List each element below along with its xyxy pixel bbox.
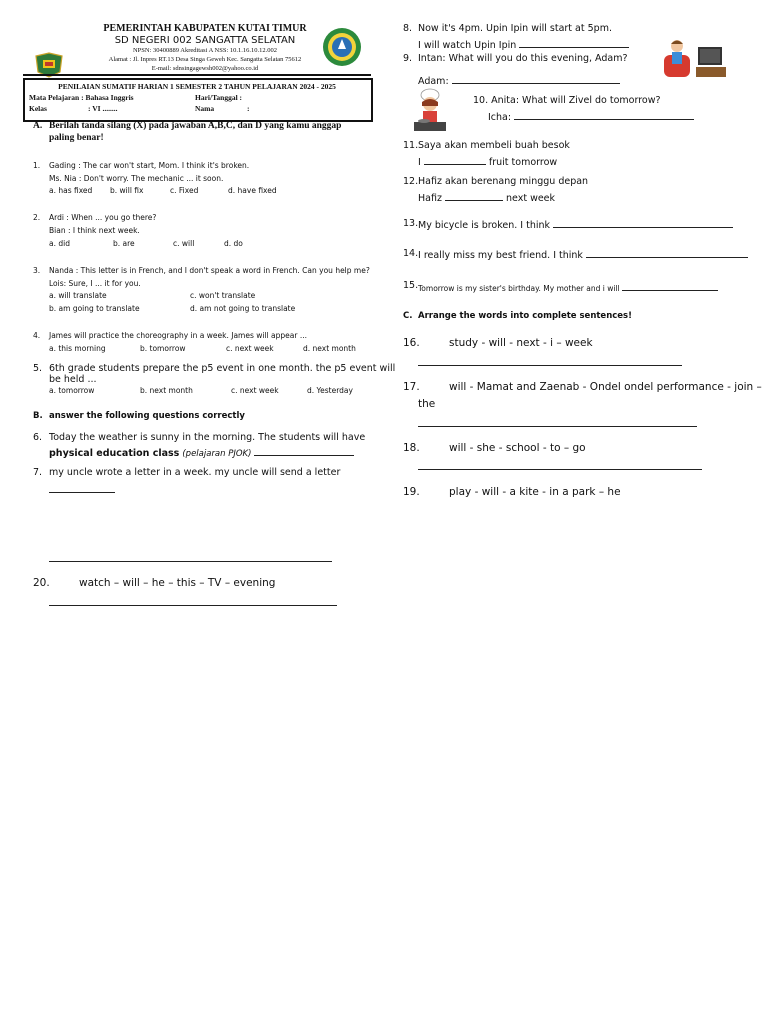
q2-option-d[interactable]: d. do xyxy=(224,239,243,248)
q6-number: 6. xyxy=(33,432,43,443)
q18-text: will - she - school - to – go xyxy=(449,442,586,454)
q7-number: 7. xyxy=(33,467,43,478)
q1-option-a[interactable]: a. has fixed xyxy=(49,186,93,195)
q13-line xyxy=(418,218,733,231)
q17-text: will - Mamat and Zaenab - Ondel ondel performance - join – xyxy=(449,381,762,393)
q16-number: 16. xyxy=(403,337,420,349)
q3-number: 3. xyxy=(33,266,41,275)
q7-line-1: my uncle wrote a letter in a week. my uncle will send a letter xyxy=(49,467,341,478)
q12-line-2-b: next week xyxy=(506,193,556,204)
section-b-instruction: answer the following questions correctly xyxy=(49,411,245,421)
section-a-instruction-1: Berilah tanda silang (X) pada jawaban A,B,C, dan D yang kamu anggap xyxy=(49,121,342,131)
name-colon: : xyxy=(247,104,250,113)
q9-line-2 xyxy=(418,74,620,87)
q3-option-c[interactable]: c. won't translate xyxy=(190,291,256,300)
section-a-letter: A. xyxy=(33,121,43,131)
q5-number: 5. xyxy=(33,363,43,374)
q4-option-c[interactable]: c. next week xyxy=(226,344,274,353)
q4-line-1: James will practice the choreography in a week. James will appear ... xyxy=(49,331,307,340)
q7-answer-line-2[interactable] xyxy=(49,561,332,562)
exam-title: PENILAIAN SUMATIF HARIAN 1 SEMESTER 2 TAHUN PELAJARAN 2024 - 2025 xyxy=(58,82,336,91)
class-label: Kelas xyxy=(29,104,47,113)
q8-line-2-text: I will watch Upin Ipin xyxy=(418,40,517,51)
school-npsn: NPSN: 30400889 Akreditasi A NSS: 10.1.16.10.12.002 xyxy=(132,47,278,54)
subject-label: Mata Pelajaran : Bahasa Inggris xyxy=(29,93,134,102)
q1-option-d[interactable]: d. have fixed xyxy=(228,186,277,195)
name-label: Nama xyxy=(195,104,215,113)
q14-answer-line[interactable] xyxy=(586,248,748,258)
q8-answer-line[interactable] xyxy=(519,38,629,48)
q12-line-2-a: Hafiz xyxy=(418,193,442,204)
q15-number: 15. xyxy=(403,280,419,291)
q11-number: 11. xyxy=(403,140,419,151)
q6-italic-text: (pelajaran PJOK) xyxy=(182,449,252,459)
q12-number: 12. xyxy=(403,176,419,187)
q9-answer-line[interactable] xyxy=(452,74,620,84)
section-a-instruction-2: paling benar! xyxy=(49,133,104,143)
q5-line-2: be held ... xyxy=(49,374,97,385)
q5-option-b[interactable]: b. next month xyxy=(140,386,193,395)
q19-text: play - will - a kite - in a park – he xyxy=(449,486,621,498)
q15-text: Tomorrow is my sister's birthday. My mother and i will xyxy=(418,284,620,293)
q3-option-d[interactable]: d. am not going to translate xyxy=(190,304,296,313)
q16-text: study - will - next - i – week xyxy=(449,337,593,349)
q4-number: 4. xyxy=(33,331,41,340)
q11-answer-line[interactable] xyxy=(424,155,486,165)
q2-option-c[interactable]: c. will xyxy=(173,239,195,248)
q11-line-1: Saya akan membeli buah besok xyxy=(418,140,570,151)
q1-number: 1. xyxy=(33,161,41,170)
q5-option-d[interactable]: d. Yesterday xyxy=(307,386,353,395)
q6-answer-line[interactable] xyxy=(254,446,354,456)
q8-line-2 xyxy=(418,38,629,51)
q2-line-2: Bian : I think next week. xyxy=(49,226,140,235)
class-value: : VI ........ xyxy=(88,104,118,113)
q3-option-b[interactable]: b. am going to translate xyxy=(49,304,140,313)
school-address: Alamat : Jl. Inpres RT.13 Desa Singa Geweh Kec. Sangatta Selatan 75612 xyxy=(108,56,302,63)
day-label: Hari/Tanggal : xyxy=(195,93,243,102)
q10-line-2-text: Icha: xyxy=(488,112,512,123)
q18-answer-line[interactable] xyxy=(418,469,702,470)
q1-line-2: Ms. Nia : Don't worry. The mechanic ... it soon. xyxy=(49,174,224,183)
q13-number: 13. xyxy=(403,218,419,229)
q10-answer-line[interactable] xyxy=(514,110,694,120)
section-c-instruction: Arrange the words into complete sentences! xyxy=(418,311,632,321)
q18-number: 18. xyxy=(403,442,420,454)
q14-text: I really miss my best friend. I think xyxy=(418,250,583,261)
section-b-letter: B. xyxy=(33,411,43,421)
q20-number: 20. xyxy=(33,577,50,589)
q2-number: 2. xyxy=(33,213,41,222)
q17-number: 17. xyxy=(403,381,420,393)
q10-line-1: 10. Anita: What will Zivel do tomorrow? xyxy=(473,95,661,106)
q2-option-b[interactable]: b. are xyxy=(113,239,135,248)
q11-line-2-b: fruit tomorrow xyxy=(488,157,558,168)
q3-option-a[interactable]: a. will translate xyxy=(49,291,107,300)
q6-line-2 xyxy=(49,446,354,459)
q1-line-1: Gading : The car won't start, Mom. I think it's broken. xyxy=(49,161,250,170)
q2-option-a[interactable]: a. did xyxy=(49,239,70,248)
q7-answer-line-1[interactable] xyxy=(49,492,115,493)
q8-line-1: Now it's 4pm. Upin Ipin will start at 5pm. xyxy=(418,23,612,34)
q4-option-b[interactable]: b. tomorrow xyxy=(140,344,186,353)
q15-line xyxy=(418,281,718,293)
q11-line-2 xyxy=(418,155,557,168)
school-email: E-mail: sdnsingagewsh002@yahoo.co.id xyxy=(151,65,259,72)
q3-line-2: Lois: Sure, I ... it for you. xyxy=(49,279,141,288)
q10-line-2 xyxy=(488,110,694,123)
q12-line-1: Hafiz akan berenang minggu depan xyxy=(418,176,589,187)
header-rule xyxy=(23,74,371,76)
q4-option-d[interactable]: d. next month xyxy=(303,344,356,353)
q12-answer-line[interactable] xyxy=(445,191,503,201)
q2-line-1: Ardi : When ... you go there? xyxy=(49,213,157,222)
q20-answer-line[interactable] xyxy=(49,605,337,606)
child-watching-tv-icon xyxy=(662,37,728,81)
school-name: SD NEGERI 002 SANGATTA SELATAN xyxy=(114,35,296,46)
q17-text-2: the xyxy=(418,398,436,410)
q8-number: 8. xyxy=(403,23,413,34)
q13-answer-line[interactable] xyxy=(553,218,733,228)
q12-line-2 xyxy=(418,191,555,204)
q4-option-a[interactable]: a. this morning xyxy=(49,344,106,353)
q14-number: 14. xyxy=(403,248,419,259)
q11-line-2-a: I xyxy=(418,157,421,168)
girl-cooking-icon xyxy=(410,88,450,134)
gov-title: PEMERINTAH KABUPATEN KUTAI TIMUR xyxy=(103,23,307,34)
q5-line-1: 6th grade students prepare the p5 event in one month. the p5 event will xyxy=(49,363,396,374)
section-c-letter: C. xyxy=(403,311,413,321)
q20-text: watch – will – he – this – TV – evening xyxy=(79,577,276,589)
q13-text: My bicycle is broken. I think xyxy=(418,220,551,231)
q16-answer-line[interactable] xyxy=(418,365,682,366)
q5-option-c[interactable]: c. next week xyxy=(231,386,279,395)
q15-answer-line[interactable] xyxy=(622,281,718,291)
q1-option-b[interactable]: b. will fix xyxy=(110,186,144,195)
q14-line xyxy=(418,248,748,261)
q3-line-1: Nanda : This letter is in French, and I don't speak a word in French. Can you help me? xyxy=(49,266,370,275)
q5-option-a[interactable]: a. tomorrow xyxy=(49,386,95,395)
q9-line-2-text: Adam: xyxy=(418,76,449,87)
q19-number: 19. xyxy=(403,486,420,498)
q17-answer-line[interactable] xyxy=(418,426,697,427)
q6-line-1: Today the weather is sunny in the morning. The students will have xyxy=(49,432,366,443)
q9-line-1: Intan: What will you do this evening, Adam? xyxy=(418,53,628,64)
q1-option-c[interactable]: c. Fixed xyxy=(170,186,199,195)
q6-bold-text: physical education class xyxy=(49,448,180,459)
q9-number: 9. xyxy=(403,53,413,64)
